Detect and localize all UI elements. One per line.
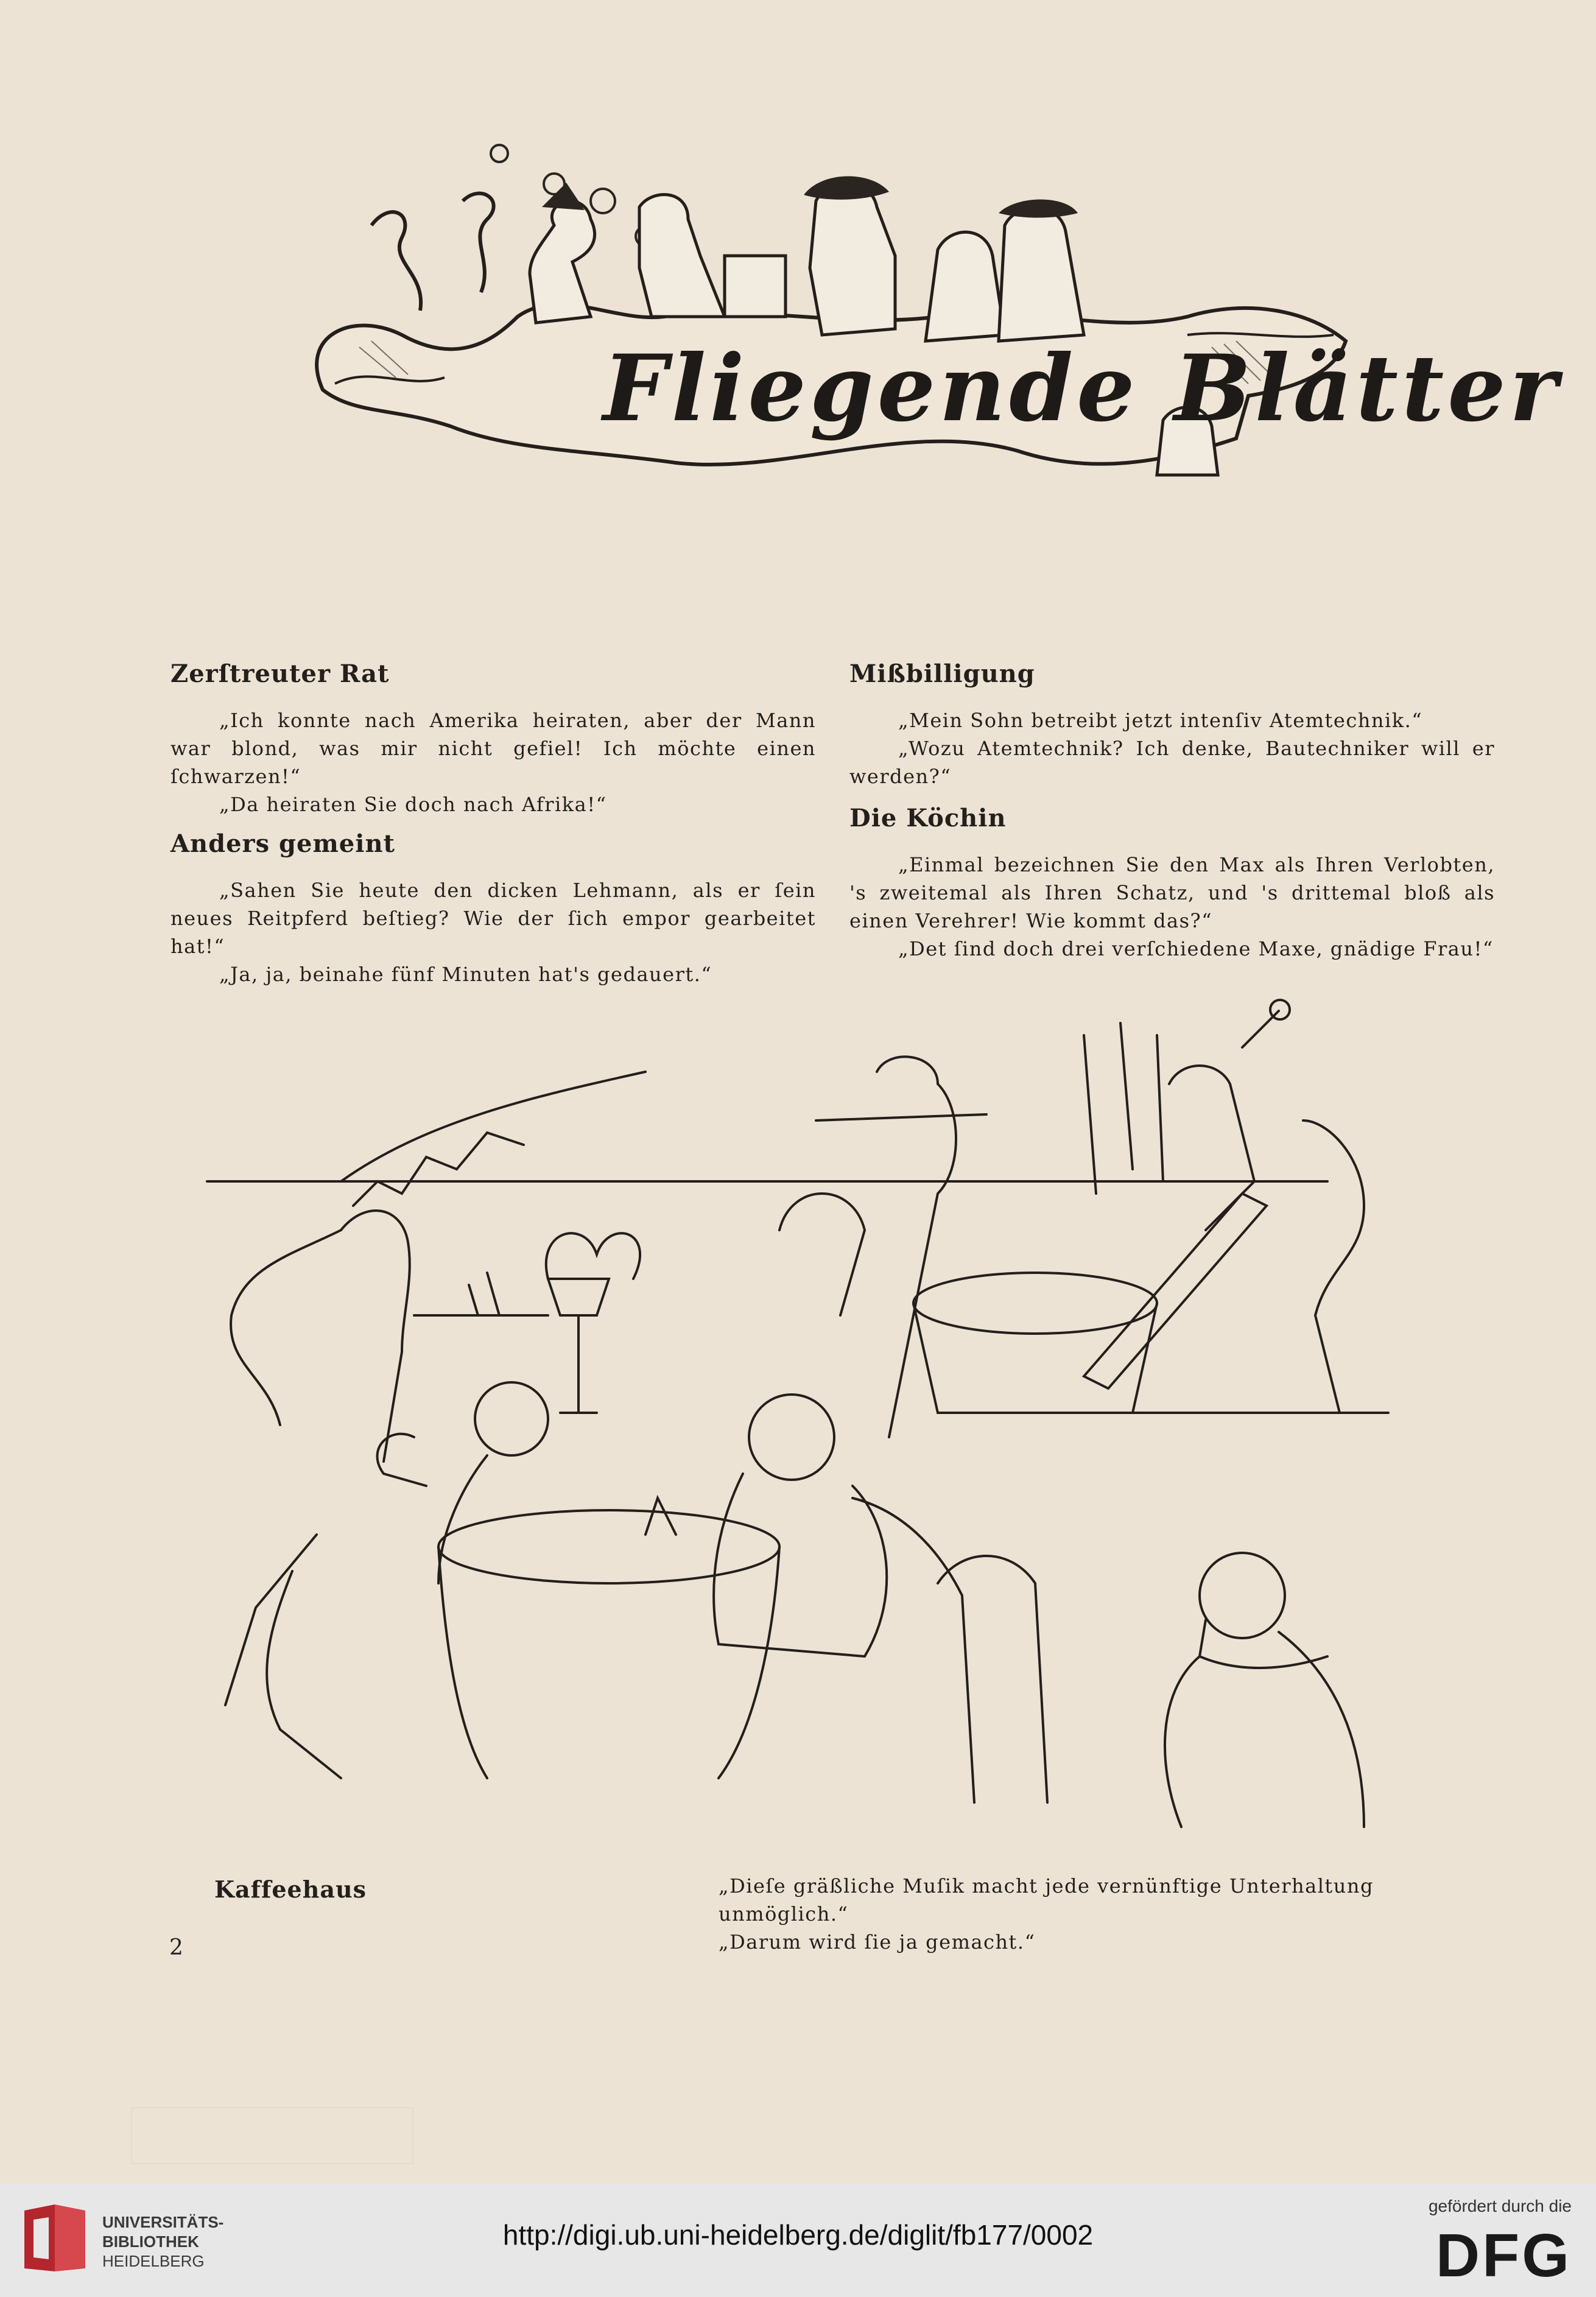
joke-line: „Wozu Atemtechnik? Ich denke, Bautechniker will er werden?“	[849, 737, 1495, 788]
permalink-url[interactable]: http://digi.ub.uni-heidelberg.de/diglit/fb177/0002	[502, 2219, 1094, 2251]
dfg-logo: DFG	[1435, 2221, 1572, 2290]
joke-zerstreuter-rat	[170, 660, 816, 818]
joke-line: „Mein Sohn betreibt jetzt intenſiv Atemtechnik.“	[898, 709, 1423, 732]
library-name-line: HEIDELBERG	[102, 2252, 205, 2270]
joke-title: Anders gemeint	[170, 829, 395, 858]
cartoon-dialog	[719, 1872, 1486, 1956]
joke-line: „Sahen Sie heute den dicken Lehmann, als er ſein neues Reitpferd beſtieg? Wie der ſich empor gearbeitet hat!“	[170, 879, 816, 958]
joke-die-koechin	[849, 804, 1495, 963]
dialog-line: „Dieſe gräßliche Muſik macht jede vernünftige Unterhaltung unmöglich.“	[719, 1874, 1374, 1926]
joke-line: „Ich konnte nach Amerika heiraten, aber der Mann war blond, was mir nicht gefiel! Ich möchte einen ſchwarzen!“	[170, 709, 816, 788]
joke-title: Zerſtreuter Rat	[170, 660, 390, 688]
joke-line: „Det ſind doch drei verſchiedene Maxe, gnädige Frau!“	[898, 937, 1494, 960]
dialog-line: „Darum wird ſie ja gemacht.“	[719, 1930, 1036, 1954]
masthead-title: Fliegende Blätter	[603, 335, 1561, 442]
joke-line: „Da heiraten Sie doch nach Afrika!“	[219, 793, 607, 816]
library-stamp	[131, 2107, 413, 2164]
library-name-line: UNIVERSITÄTS-	[102, 2213, 224, 2231]
joke-line: „Ja, ja, beinahe fünf Minuten hat's gedauert.“	[219, 963, 712, 986]
joke-missbilligung	[849, 660, 1495, 790]
joke-anders-gemeint	[170, 829, 816, 988]
joke-line: „Einmal bezeichnen Sie den Max als Ihren Verlobten, 's zweitemal als Ihren Schatz, und 's drittemal bloß als einen Verehrer! Wie kommt das?“	[849, 853, 1495, 932]
digitization-footer	[0, 2183, 1596, 2297]
masthead-illustration	[298, 134, 1561, 572]
kaffeehaus-cartoon	[170, 999, 1449, 1863]
page-number: 2	[169, 1935, 183, 1960]
funding-label: gefördert durch die	[1428, 2197, 1572, 2215]
joke-title: Mißbilligung	[849, 660, 1035, 688]
joke-title: Die Köchin	[849, 804, 1007, 832]
library-name-line: BIBLIOTHEK	[102, 2232, 199, 2251]
cartoon-title: Kaffeehaus	[214, 1876, 367, 1903]
